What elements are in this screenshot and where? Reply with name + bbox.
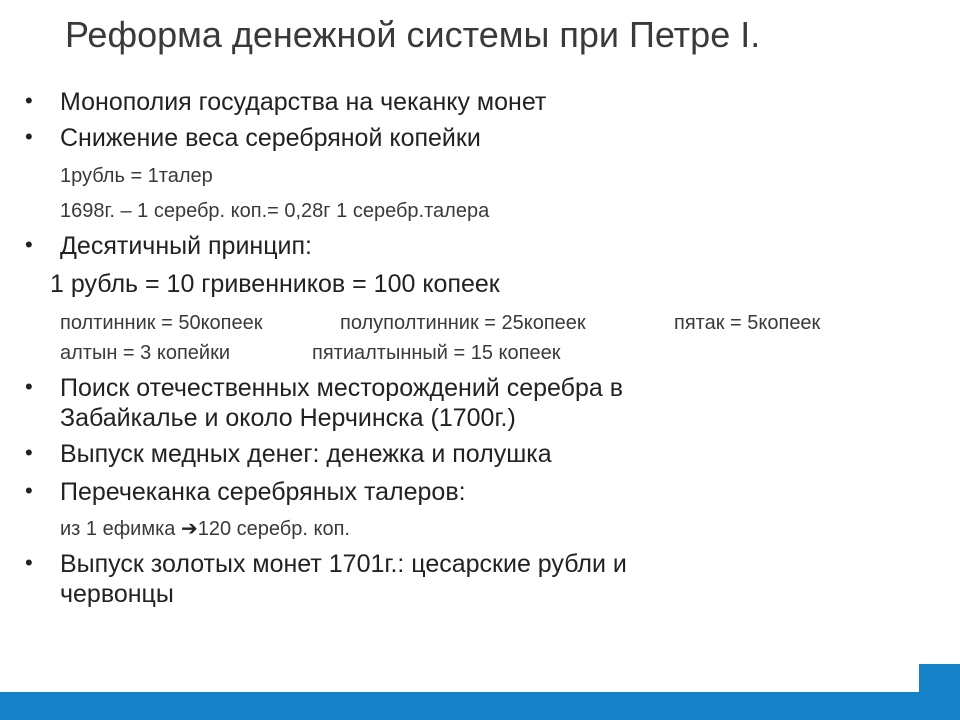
bullet-recoinage: Перечеканка серебряных талеров: <box>60 478 466 506</box>
sub-altyn: алтын = 3 копейки <box>60 342 230 364</box>
bullet-gold-coins-line2: червонцы <box>60 580 174 608</box>
sub-ruble-equation: 1 рубль = 10 гривенников = 100 копеек <box>50 270 500 298</box>
bullet-dot: • <box>25 88 33 113</box>
sub-ruble-taler: 1рубль = 1талер <box>60 165 213 187</box>
bullet-gold-coins-line1: Выпуск золотых монет 1701г.: цесарские рубли и <box>60 550 627 578</box>
bullet-silver-search-line2: Забайкалье и около Нерчинска (1700г.) <box>60 404 516 432</box>
sub-poltinnik: полтинник = 50копеек <box>60 312 263 334</box>
sub-pyatak: пятак = 5копеек <box>674 312 821 334</box>
bullet-silver-search-line1: Поиск отечественных месторождений серебра в <box>60 374 624 402</box>
bullet-dot: • <box>25 124 33 149</box>
arrow-right-icon: ➔ <box>180 518 198 540</box>
sub-pyatialtynny: пятиалтынный = 15 копеек <box>312 342 561 364</box>
slide-title: Реформа денежной системы при Петре I. <box>65 14 761 55</box>
bullet-dot: • <box>25 232 33 257</box>
bullet-dot: • <box>25 550 33 575</box>
bullet-decimal: Десятичный принцип: <box>60 232 312 260</box>
bullet-monopoly: Монополия государства на чеканку монет <box>60 88 547 116</box>
bullet-weight-reduction: Снижение веса серебряной копейки <box>60 124 481 152</box>
bullet-dot: • <box>25 374 33 399</box>
sub-efimok-prefix: из 1 ефимка <box>60 518 181 540</box>
sub-polupoltinnik: полуполтинник = 25копеек <box>340 312 586 334</box>
sub-1698: 1698г. – 1 серебр. коп.= 0,28г 1 серебр.талера <box>60 200 490 222</box>
bullet-dot: • <box>25 440 33 465</box>
bullet-dot: • <box>25 478 33 503</box>
sub-efimok-suffix: 120 серебр. коп. <box>197 518 350 540</box>
footer-bar <box>0 692 960 720</box>
sub-efimok <box>60 516 350 541</box>
bullet-copper-money: Выпуск медных денег: денежка и полушка <box>60 440 552 468</box>
footer-accent-block <box>919 664 960 692</box>
